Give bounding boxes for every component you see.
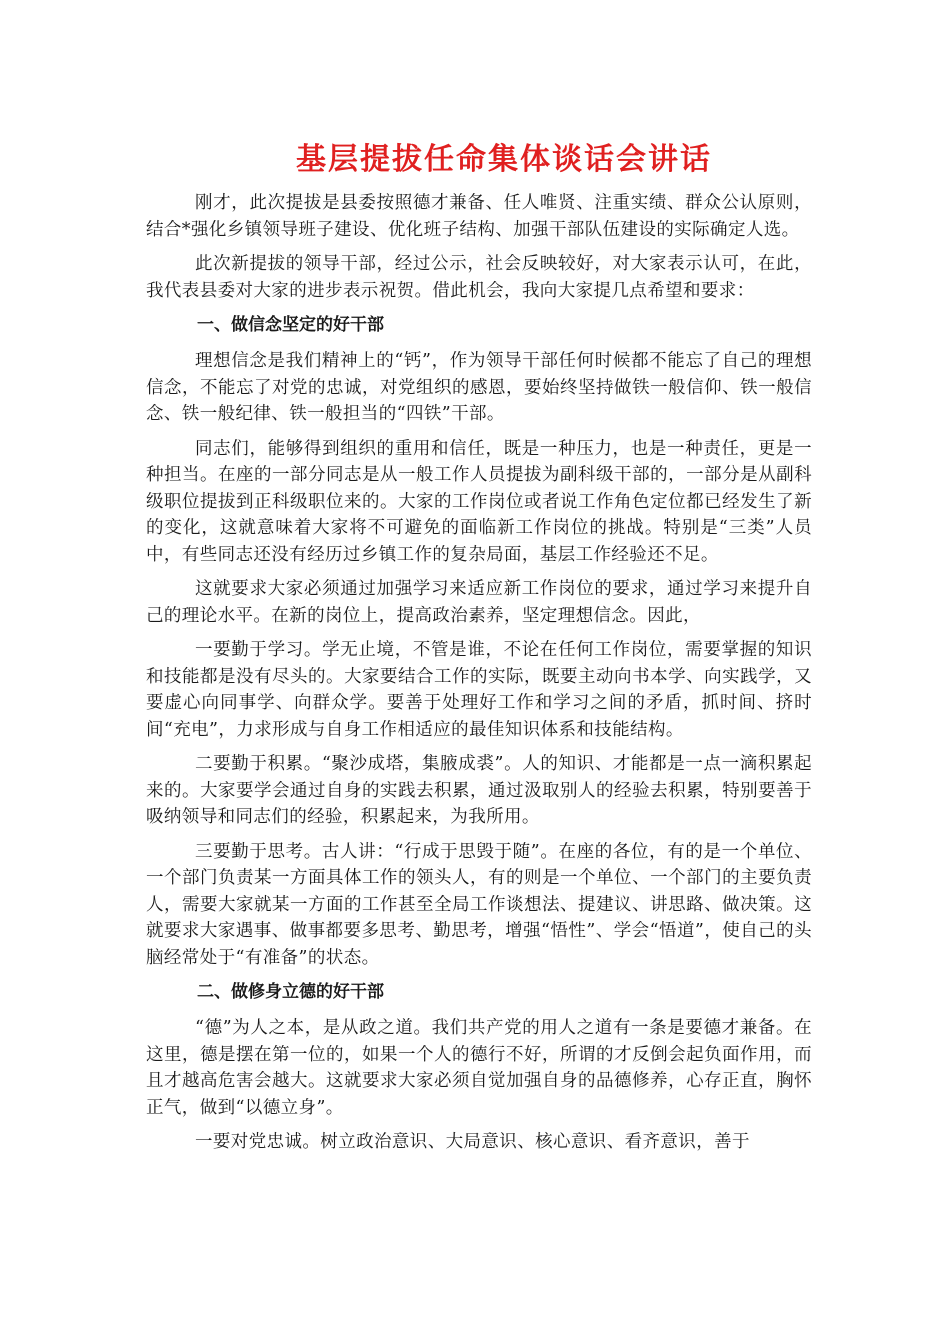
section-1-paragraph-2: 同志们，能够得到组织的重用和信任，既是一种压力，也是一种责任，更是一种担当。在座的一部分同志是从一般工作人员提拔为副科级干部的，一部分是从副科级职位提拔到正科级职位来的。大家的工作岗位或者说工作角色定位都已经发生了新的变化，这就意味着大家将不可避免的面临新工作岗位的挑战。特别是“三类”人员中，有些同志还没有经历过乡镇工作的复杂局面，基层工作经验还不足。 bbox=[146, 438, 812, 565]
section-1-heading: 一、做信念坚定的好干部 bbox=[197, 315, 384, 335]
section-1-paragraph-4: 一要勤于学习。学无止境，不管是谁，不论在任何工作岗位，需要掌握的知识和技能都是没有尽头的。大家要结合工作的实际，既要主动向书本学、向实践学，又要虚心向同事学、向群众学。要善于处理好工作和学习之间的矛盾，抓时间、挤时间“充电”，力求形成与自身工作相适应的最佳知识体系和技能结构。 bbox=[146, 640, 812, 740]
section-2-paragraph-2: 一要对党忠诚。树立政治意识、大局意识、核心意识、看齐意识，善于 bbox=[195, 1132, 750, 1152]
section-1-paragraph-6: 三要勤于思考。古人讲：“行成于思毁于随”。在座的各位，有的是一个单位、一个部门负责某一方面具体工作的领头人，有的则是一个单位、一个部门的主要负责人，需要大家就某一方面的工作甚至全局工作谈想法、提建议、讲思路、做决策。这就要求大家遇事、做事都要多思考、勤思考，增强“悟性”、学会“悟道”，使自己的头脑经常处于“有准备”的状态。 bbox=[146, 841, 812, 968]
document-title: 基层提拔任命集体谈话会讲话 bbox=[296, 142, 712, 177]
intro-paragraph-1: 刚才，此次提拔是县委按照德才兼备、任人唯贤、注重实绩、群众公认原则，结合*强化乡镇领导班子建设、优化班子结构、加强干部队伍建设的实际确定人选。 bbox=[146, 193, 812, 240]
section-2-paragraph-1: “德”为人之本，是从政之道。我们共产党的用人之道有一条是要德才兼备。在这里，德是摆在第一位的，如果一个人的德行不好，所谓的才反倒会起负面作用，而且才越高危害会越大。这就要求大家必须自觉加强自身的品德修养，心存正直，胸怀正气，做到“以德立身”。 bbox=[146, 1018, 812, 1118]
document-page bbox=[146, 138, 812, 1164]
section-2-heading: 二、做修身立德的好干部 bbox=[197, 982, 384, 1002]
section-1-paragraph-1: 理想信念是我们精神上的“钙”，作为领导干部任何时候都不能忘了自己的理想信念，不能忘了对党的忠诚，对党组织的感恩，要始终坚持做铁一般信仰、铁一般信念、铁一般纪律、铁一般担当的“四铁”干部。 bbox=[146, 351, 812, 424]
intro-paragraph-2: 此次新提拔的领导干部，经过公示，社会反映较好，对大家表示认可，在此，我代表县委对大家的进步表示祝贺。借此机会，我向大家提几点希望和要求： bbox=[146, 254, 812, 301]
section-1-paragraph-5: 二要勤于积累。“聚沙成塔，集腋成裘”。人的知识、才能都是一点一滴积累起来的。大家要学会通过自身的实践去积累，通过汲取别人的经验去积累，特别要善于吸纳领导和同志们的经验，积累起来，为我所用。 bbox=[146, 754, 812, 827]
section-1-paragraph-3: 这就要求大家必须通过加强学习来适应新工作岗位的要求，通过学习来提升自己的理论水平。在新的岗位上，提高政治素养，坚定理想信念。因此， bbox=[146, 579, 812, 626]
